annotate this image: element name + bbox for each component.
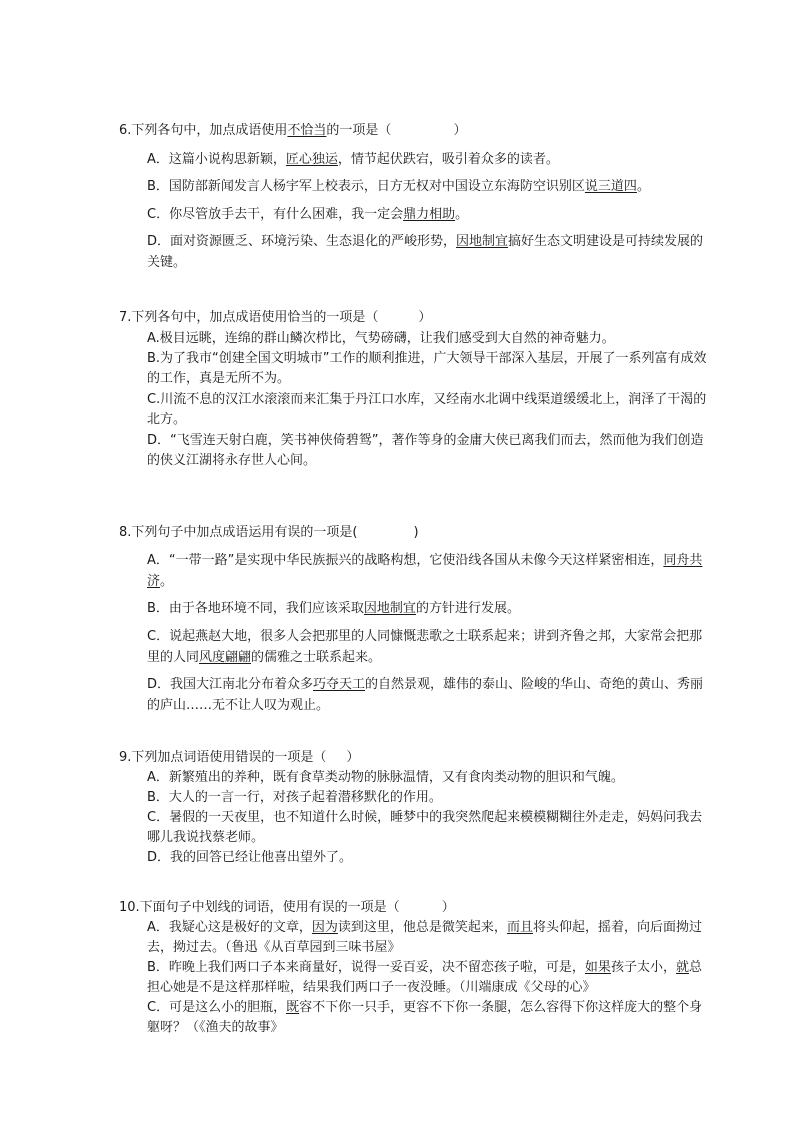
underlined-idiom: 匠心独运 (285, 152, 338, 167)
option-text: 孩子太小， (610, 960, 676, 975)
stem-close: ） (453, 123, 467, 138)
option-d (147, 231, 707, 273)
option-c (147, 998, 707, 1038)
option-a (147, 149, 707, 170)
option-d: D．“飞雪连天射白鹿，笑书神侠倚碧鸳”，著作等身的金庸大侠已离我们而去，然而他为我们创造的侠义江湖将永存世人心间。 (147, 433, 704, 468)
option-b (147, 598, 707, 619)
option-d (147, 674, 707, 716)
option-text: A．我疑心这是极好的文章， (147, 920, 312, 935)
option-b (147, 176, 707, 197)
option-c: C．暑假的一天夜里，也不知道什么时候，睡梦中的我突然爬起来模模糊糊往外走走，妈妈问我去哪儿我说找蔡老师。 (147, 810, 703, 845)
stem-text: 9.下列加点词语使用错误的一项是（ (119, 750, 327, 765)
option-a (147, 918, 707, 958)
underlined-idiom: 因地制宜 (363, 601, 416, 616)
question-10-stem (119, 899, 455, 917)
option-text: 的方针进行发展。 (415, 601, 520, 616)
option-text: 读到这里，他总是微笑起来， (337, 920, 507, 935)
question-7-stem (119, 309, 431, 327)
option-text: B．昨晚上我们两口子本来商量好，说得一妥百妥，决不留恋孩子啦，可是， (147, 960, 585, 975)
option-a: A．新繁殖出的养种，既有食草类动物的脉脉温情，又有食肉类动物的胆识和气魄。 (147, 770, 624, 785)
stem-text: 的一项是（ (326, 123, 392, 138)
option-text: 的儒雅之士联系起来。 (251, 650, 382, 665)
stem-text: 7.下列各句中，加点成语使用恰当的一项是（ (119, 310, 379, 325)
question-8-stem (119, 524, 419, 542)
underlined-word: 既 (286, 1000, 300, 1015)
option-d: D．我的回答已经让他喜出望外了。 (147, 850, 353, 865)
stem-text: 6.下列各句中，加点成语使用 (119, 123, 288, 138)
option-text: 容不下你一只手，更容不下你一条腿，怎么容得下你这样庞大的整个身躯呀？（《渔夫的故事》 (147, 1000, 703, 1035)
option-b: B．大人的一言一行，对孩子起着潜移默化的作用。 (147, 790, 442, 805)
question-6-stem (119, 122, 466, 140)
underlined-word: 因为 (311, 920, 338, 935)
stem-underlined: 不恰当 (287, 123, 327, 138)
option-text: D．我国大江南北分布着众多 (147, 677, 314, 692)
underlined-idiom: 因地制宜 (456, 234, 509, 249)
underlined-idiom: 说三道四 (584, 179, 637, 194)
option-text: ，情节起伏跌宕，吸引着众多的读者。 (337, 152, 559, 167)
option-text: 搞好生态文明建设是可持续发展的关键。 (147, 234, 704, 270)
option-text: D．面对资源匮乏、环境污染、生态退化的严峻形势， (147, 234, 457, 249)
stem-close: ） (441, 900, 455, 915)
option-c: C.川流不息的汉江水滚滚而来汇集于丹江口水库，又经南水北调中线渠道缓缓北上，润泽了干渴的北方。 (147, 392, 707, 427)
option-text: B．国防部新闻发言人杨宇军上校表示，日方无权对中国设立东海防空识别区 (147, 179, 585, 194)
option-text: C．你尽管放手去干，有什么困难，我一定会 (147, 207, 404, 222)
option-c (147, 204, 707, 225)
option-text: C．可是这么小的胆瓶， (147, 1000, 287, 1015)
question-9-stem (119, 749, 359, 767)
underlined-word: 如果 (584, 960, 611, 975)
underlined-word: 就 (675, 960, 689, 975)
stem-text: 8.下列句子中加点成语运用有误的一项是( (119, 525, 358, 540)
underlined-idiom: 鼎力相助 (403, 207, 456, 222)
option-text: 总担心她是不是这样那样啦，结果我们两口子一夜没睡。（川端康成《父母的心》 (147, 960, 702, 995)
stem-close: ) (413, 525, 419, 540)
underlined-idiom: 巧夺天工 (313, 677, 366, 692)
option-text: 将头仰起，摇着，向后面拗过去，拗过去。（鲁迅《从百草园到三味书屋》 (147, 920, 702, 955)
option-a: A.极目远眺，连绵的群山鳞次栉比，气势磅礴，让我们感受到大自然的神奇魅力。 (147, 331, 615, 346)
option-text: 。 (160, 574, 174, 589)
option-text: 。 (455, 207, 469, 222)
option-text: B．由于各地环境不同，我们应该采取 (147, 601, 364, 616)
option-a (147, 550, 707, 592)
stem-text: 10.下面句子中划线的词语，使用有误的一项是（ (119, 900, 400, 915)
underlined-idiom: 同舟共济 (147, 553, 703, 589)
option-b (147, 958, 707, 998)
option-text: 。 (636, 179, 650, 194)
underlined-idiom: 风度翩翩 (199, 650, 252, 665)
option-text: A．这篇小说构思新颖， (147, 152, 286, 167)
option-b: B.为了我市“创建全国文明城市”工作的顺利推进，广大领导干部深入基层，开展了一系列富有成效的工作，真是无所不为。 (147, 351, 707, 386)
option-text: A．“一带一路”是实现中华民族振兴的战略构想，它使沿线各国从未像今天这样紧密相连， (147, 553, 664, 568)
option-c (147, 626, 707, 668)
stem-close: ） (418, 310, 432, 325)
stem-close: ） (346, 750, 360, 765)
underlined-word: 而且 (506, 920, 533, 935)
option-text: C．说起燕赵大地，很多人会把那里的人同慷慨悲歌之士联系起来；讲到齐鲁之邦，大家常会把那里的人同 (147, 629, 703, 665)
option-text: 的自然景观，雄伟的泰山、险峻的华山、奇绝的黄山、秀丽的庐山……无不让人叹为观止。 (147, 677, 704, 713)
